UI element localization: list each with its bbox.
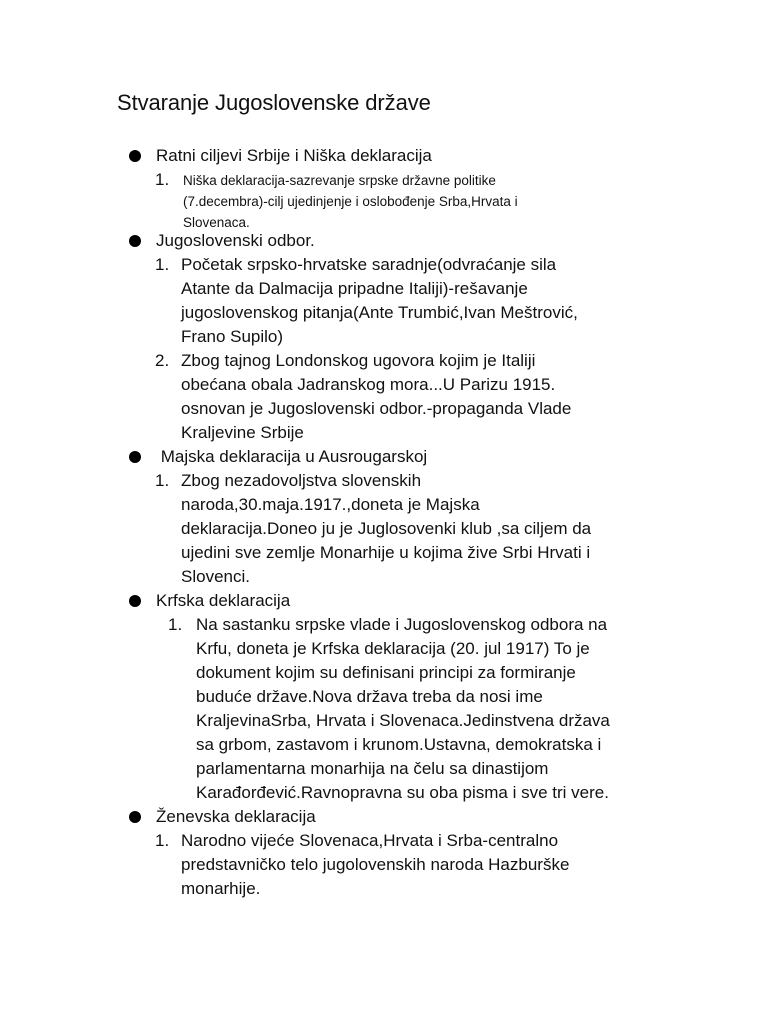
section-heading-row xyxy=(0,229,768,253)
section-heading: Majska deklaracija u Ausrougarskoj xyxy=(156,447,428,466)
bullet-icon xyxy=(129,811,141,823)
document-title: Stvaranje Jugoslovenske države xyxy=(117,90,431,115)
list-item xyxy=(0,170,768,233)
text-line: predstavničko telo jugolovenskih naroda Hazburške xyxy=(181,855,570,874)
section-krfska-deklaracija xyxy=(0,589,768,805)
list-item xyxy=(0,613,768,805)
list-item-text xyxy=(183,170,768,233)
text-line: Kraljevine Srbije xyxy=(181,423,304,442)
text-line: Karađorđević.Ravnopravna su oba pisma i sve tri vere. xyxy=(196,783,609,802)
section-heading: Jugoslovenski odbor. xyxy=(156,231,315,250)
text-line: Niška deklaracija-sazrevanje srpske državne politike xyxy=(183,173,496,188)
section-heading: Ratni ciljevi Srbije i Niška deklaracija xyxy=(156,146,432,165)
section-heading-row xyxy=(0,589,768,613)
section-heading: Krfska deklaracija xyxy=(156,591,291,610)
list-item-text xyxy=(196,613,768,805)
text-line: Zbog nezadovoljstva slovenskih xyxy=(181,471,422,490)
section-heading-row xyxy=(0,445,768,469)
text-line: Narodno vijeće Slovenaca,Hrvata i Srba-centralno xyxy=(181,831,559,850)
text-line: dokument kojim su definisani principi za formiranje xyxy=(196,663,576,682)
section-majska-deklaracija xyxy=(0,445,768,589)
list-item xyxy=(0,829,768,901)
text-line: (7.decembra)-cilj ujedinjenje i oslobođenje Srba,Hrvata i xyxy=(183,194,518,209)
text-line: Frano Supilo) xyxy=(181,327,284,346)
section-zenevska-deklaracija xyxy=(0,805,768,901)
text-line: osnovan je Jugoslovenski odbor.-propaganda Vlade xyxy=(181,399,572,418)
text-line: Slovenaca. xyxy=(183,215,250,230)
bullet-icon xyxy=(129,150,141,162)
list-item-text xyxy=(181,253,768,349)
text-line: Slovenci. xyxy=(181,567,250,586)
list-item xyxy=(0,469,768,589)
text-line: buduće države.Nova država treba da nosi ime xyxy=(196,687,543,706)
list-item-number: 1. xyxy=(155,471,170,490)
list-item xyxy=(0,349,768,445)
text-line: sa grbom, zastavom i krunom.Ustavna, demokratska i xyxy=(196,735,602,754)
list-item-text xyxy=(181,469,768,589)
text-line: Zbog tajnog Londonskog ugovora kojim je Italiji xyxy=(181,351,536,370)
section-heading: Ženevska deklaracija xyxy=(156,807,316,826)
list-item-number: 1. xyxy=(168,615,183,634)
list-item-number: 1. xyxy=(155,170,170,189)
text-line: naroda,30.maja.1917.,doneta je Majska xyxy=(181,495,480,514)
list-item-number: 1. xyxy=(155,831,170,850)
text-line: deklaracija.Doneo ju je Juglosovenki klub ,sa ciljem da xyxy=(181,519,592,538)
text-line: parlamentarna monarhija na čelu sa dinastijom xyxy=(196,759,549,778)
text-line: Krfu, doneta je Krfska deklaracija (20. jul 1917) To je xyxy=(196,639,590,658)
list-item-text xyxy=(181,349,768,445)
text-line: Na sastanku srpske vlade i Jugoslovenskog odbora na xyxy=(196,615,608,634)
section-heading-row xyxy=(0,144,768,168)
bullet-icon xyxy=(129,451,141,463)
text-line: KraljevinaSrba, Hrvata i Slovenaca.Jedinstvena država xyxy=(196,711,610,730)
text-line: Atante da Dalmacija pripadne Italiji)-rešavanje xyxy=(181,279,528,298)
text-line: monarhije. xyxy=(181,879,261,898)
list-item-text xyxy=(181,829,768,901)
text-line: Početak srpsko-hrvatske saradnje(odvraćanje sila xyxy=(181,255,557,274)
text-line: ujedini sve zemlje Monarhije u kojima žive Srbi Hrvati i xyxy=(181,543,591,562)
section-list xyxy=(0,144,768,901)
bullet-icon xyxy=(129,595,141,607)
list-item-number: 2. xyxy=(155,351,170,370)
list-item-number: 1. xyxy=(155,255,170,274)
section-jugoslovenski-odbor xyxy=(0,229,768,445)
section-ratni-ciljevi xyxy=(0,144,768,233)
list-item xyxy=(0,253,768,349)
text-line: jugoslovenskog pitanja(Ante Trumbić,Ivan Meštrović, xyxy=(181,303,578,322)
section-heading-row xyxy=(0,805,768,829)
bullet-icon xyxy=(129,235,141,247)
text-line: obećana obala Jadranskog mora...U Parizu 1915. xyxy=(181,375,556,394)
